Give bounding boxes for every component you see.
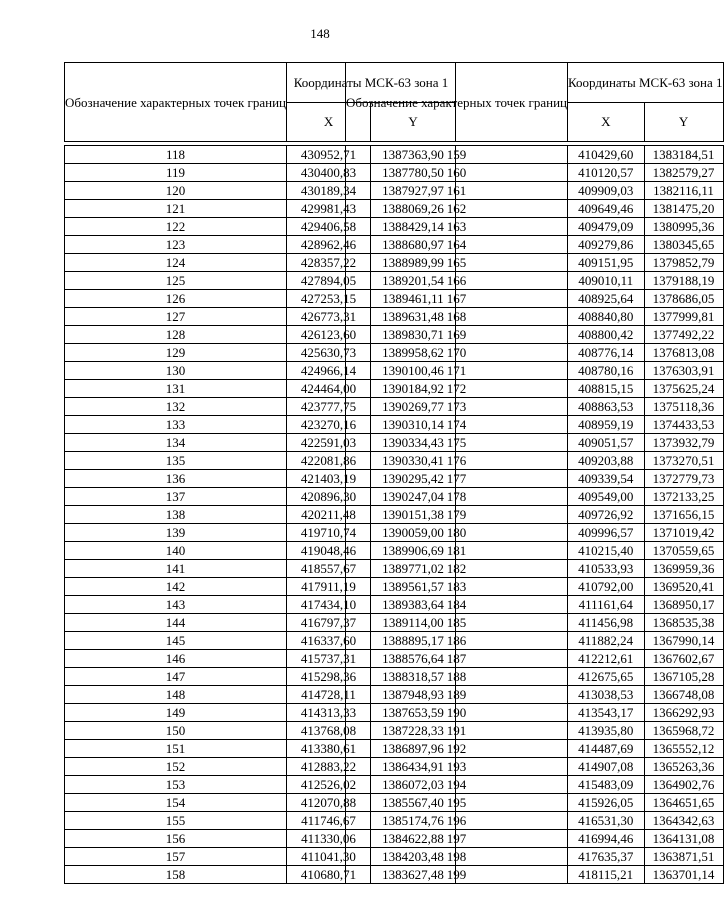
table-row (346, 848, 724, 866)
x-cell: 410533,93 (568, 560, 645, 578)
header-x: X (568, 102, 645, 142)
y-cell: 1389830,71 (371, 326, 456, 344)
y-cell: 1387948,93 (371, 686, 456, 704)
table-row (346, 398, 724, 416)
y-cell: 1389201,54 (371, 272, 456, 290)
x-cell: 410120,57 (568, 164, 645, 182)
point-id-cell: 163 (346, 218, 568, 236)
y-cell: 1372779,73 (644, 470, 723, 488)
point-id-cell: 197 (346, 830, 568, 848)
point-id-cell: 128 (65, 326, 287, 344)
y-cell: 1365968,72 (644, 722, 723, 740)
point-id-cell: 164 (346, 236, 568, 254)
y-cell: 1365552,12 (644, 740, 723, 758)
x-cell: 414907,08 (568, 758, 645, 776)
y-cell: 1370559,65 (644, 542, 723, 560)
point-id-cell: 146 (65, 650, 287, 668)
point-id-cell: 178 (346, 488, 568, 506)
point-id-cell: 169 (346, 326, 568, 344)
y-cell: 1390295,42 (371, 470, 456, 488)
x-cell: 416994,46 (568, 830, 645, 848)
point-id-cell: 119 (65, 164, 287, 182)
point-id-cell: 198 (346, 848, 568, 866)
point-id-cell: 143 (65, 596, 287, 614)
x-cell: 412212,61 (568, 650, 645, 668)
point-id-cell: 134 (65, 434, 287, 452)
x-cell: 415298,36 (287, 668, 371, 686)
x-cell: 423270,16 (287, 416, 371, 434)
point-id-cell: 155 (65, 812, 287, 830)
x-cell: 416531,30 (568, 812, 645, 830)
table-row (346, 812, 724, 830)
table-row (346, 578, 724, 596)
x-cell: 409726,92 (568, 506, 645, 524)
table-row (346, 200, 724, 218)
x-cell: 410429,60 (568, 146, 645, 164)
point-id-cell: 142 (65, 578, 287, 596)
point-id-cell: 159 (346, 146, 568, 164)
table-row (346, 686, 724, 704)
y-cell: 1375625,24 (644, 380, 723, 398)
y-cell: 1377999,81 (644, 308, 723, 326)
y-cell: 1390330,41 (371, 452, 456, 470)
x-cell: 426773,31 (287, 308, 371, 326)
header-x: X (287, 102, 371, 142)
x-cell: 411456,98 (568, 614, 645, 632)
point-id-cell: 120 (65, 182, 287, 200)
x-cell: 430400,83 (287, 164, 371, 182)
point-id-cell: 118 (65, 146, 287, 164)
y-cell: 1387653,59 (371, 704, 456, 722)
point-id-cell: 147 (65, 668, 287, 686)
x-cell: 408863,53 (568, 398, 645, 416)
point-id-cell: 175 (346, 434, 568, 452)
point-id-cell: 150 (65, 722, 287, 740)
point-id-cell: 161 (346, 182, 568, 200)
y-cell: 1386434,91 (371, 758, 456, 776)
point-id-cell: 137 (65, 488, 287, 506)
x-cell: 430189,34 (287, 182, 371, 200)
y-cell: 1374433,53 (644, 416, 723, 434)
y-cell: 1382579,27 (644, 164, 723, 182)
table-row (346, 524, 724, 542)
table-row (346, 776, 724, 794)
x-cell: 409339,54 (568, 470, 645, 488)
y-cell: 1390151,38 (371, 506, 456, 524)
table-row (346, 614, 724, 632)
x-cell: 430952,71 (287, 146, 371, 164)
x-cell: 409051,57 (568, 434, 645, 452)
x-cell: 410792,00 (568, 578, 645, 596)
point-id-cell: 189 (346, 686, 568, 704)
table-row (346, 182, 724, 200)
x-cell: 417911,19 (287, 578, 371, 596)
point-id-cell: 176 (346, 452, 568, 470)
point-id-cell: 156 (65, 830, 287, 848)
y-cell: 1367602,67 (644, 650, 723, 668)
x-cell: 409479,09 (568, 218, 645, 236)
x-cell: 408925,64 (568, 290, 645, 308)
point-id-cell: 151 (65, 740, 287, 758)
x-cell: 412070,88 (287, 794, 371, 812)
x-cell: 419710,74 (287, 524, 371, 542)
point-id-cell: 129 (65, 344, 287, 362)
point-id-cell: 125 (65, 272, 287, 290)
y-cell: 1388680,97 (371, 236, 456, 254)
table-row (346, 506, 724, 524)
header-y: Y (644, 102, 723, 142)
page-number: 148 (310, 26, 330, 41)
y-cell: 1390269,77 (371, 398, 456, 416)
x-cell: 424464,00 (287, 380, 371, 398)
y-cell: 1364651,65 (644, 794, 723, 812)
header-y: Y (371, 102, 456, 142)
point-id-cell: 130 (65, 362, 287, 380)
table-row (346, 740, 724, 758)
x-cell: 429406,58 (287, 218, 371, 236)
y-cell: 1364902,76 (644, 776, 723, 794)
y-cell: 1389631,48 (371, 308, 456, 326)
y-cell: 1389383,64 (371, 596, 456, 614)
y-cell: 1390184,92 (371, 380, 456, 398)
point-id-cell: 127 (65, 308, 287, 326)
table-row (346, 380, 724, 398)
y-cell: 1388576,64 (371, 650, 456, 668)
x-cell: 424966,14 (287, 362, 371, 380)
point-id-cell: 167 (346, 290, 568, 308)
point-id-cell: 192 (346, 740, 568, 758)
header-point-label: Обозначение характерных точек границ (346, 63, 568, 142)
x-cell: 429981,43 (287, 200, 371, 218)
point-id-cell: 171 (346, 362, 568, 380)
point-id-cell: 182 (346, 560, 568, 578)
point-id-cell: 144 (65, 614, 287, 632)
point-id-cell: 136 (65, 470, 287, 488)
table-row (346, 794, 724, 812)
y-cell: 1387927,97 (371, 182, 456, 200)
table-row (346, 632, 724, 650)
table-row (346, 344, 724, 362)
y-cell: 1386897,96 (371, 740, 456, 758)
x-cell: 409203,88 (568, 452, 645, 470)
y-cell: 1380995,36 (644, 218, 723, 236)
y-cell: 1386072,03 (371, 776, 456, 794)
y-cell: 1369520,41 (644, 578, 723, 596)
table-row (346, 146, 724, 164)
table-row (346, 362, 724, 380)
table-row (346, 542, 724, 560)
y-cell: 1390310,14 (371, 416, 456, 434)
x-cell: 408776,14 (568, 344, 645, 362)
header-point-label: Обозначение характерных точек границ (65, 63, 287, 142)
header-coords-group: Координаты МСК-63 зона 1 (287, 63, 456, 103)
x-cell: 419048,46 (287, 542, 371, 560)
y-cell: 1376813,08 (644, 344, 723, 362)
table-row (346, 254, 724, 272)
y-cell: 1368535,38 (644, 614, 723, 632)
x-cell: 408780,16 (568, 362, 645, 380)
point-id-cell: 132 (65, 398, 287, 416)
y-cell: 1387228,33 (371, 722, 456, 740)
y-cell: 1384622,88 (371, 830, 456, 848)
y-cell: 1368950,17 (644, 596, 723, 614)
x-cell: 414313,33 (287, 704, 371, 722)
point-id-cell: 153 (65, 776, 287, 794)
table-row (346, 758, 724, 776)
point-id-cell: 184 (346, 596, 568, 614)
y-cell: 1383184,51 (644, 146, 723, 164)
y-cell: 1390334,43 (371, 434, 456, 452)
x-cell: 413380,61 (287, 740, 371, 758)
point-id-cell: 158 (65, 866, 287, 884)
y-cell: 1390059,00 (371, 524, 456, 542)
x-cell: 409549,00 (568, 488, 645, 506)
y-cell: 1389906,69 (371, 542, 456, 560)
x-cell: 408815,15 (568, 380, 645, 398)
table-row (346, 308, 724, 326)
y-cell: 1366292,93 (644, 704, 723, 722)
table-row (346, 668, 724, 686)
y-cell: 1388318,57 (371, 668, 456, 686)
y-cell: 1377492,22 (644, 326, 723, 344)
y-cell: 1385174,76 (371, 812, 456, 830)
table-row (346, 488, 724, 506)
x-cell: 413768,08 (287, 722, 371, 740)
x-cell: 411882,24 (568, 632, 645, 650)
y-cell: 1382116,11 (644, 182, 723, 200)
point-id-cell: 152 (65, 758, 287, 776)
y-cell: 1366748,08 (644, 686, 723, 704)
x-cell: 409151,95 (568, 254, 645, 272)
x-cell: 421403,19 (287, 470, 371, 488)
table-row (346, 560, 724, 578)
x-cell: 411746,67 (287, 812, 371, 830)
y-cell: 1369959,36 (644, 560, 723, 578)
x-cell: 420896,30 (287, 488, 371, 506)
x-cell: 413543,17 (568, 704, 645, 722)
point-id-cell: 194 (346, 776, 568, 794)
y-cell: 1371656,15 (644, 506, 723, 524)
y-cell: 1364342,63 (644, 812, 723, 830)
x-cell: 423777,75 (287, 398, 371, 416)
y-cell: 1380345,65 (644, 236, 723, 254)
x-cell: 426123,60 (287, 326, 371, 344)
x-cell: 415926,05 (568, 794, 645, 812)
y-cell: 1387780,50 (371, 164, 456, 182)
point-id-cell: 135 (65, 452, 287, 470)
point-id-cell: 199 (346, 866, 568, 884)
y-cell: 1363871,51 (644, 848, 723, 866)
y-cell: 1367990,14 (644, 632, 723, 650)
point-id-cell: 190 (346, 704, 568, 722)
table-row (346, 326, 724, 344)
x-cell: 414728,11 (287, 686, 371, 704)
y-cell: 1365263,36 (644, 758, 723, 776)
point-id-cell: 187 (346, 650, 568, 668)
point-id-cell: 157 (65, 848, 287, 866)
y-cell: 1379188,19 (644, 272, 723, 290)
y-cell: 1384203,48 (371, 848, 456, 866)
y-cell: 1379852,79 (644, 254, 723, 272)
point-id-cell: 191 (346, 722, 568, 740)
y-cell: 1385567,40 (371, 794, 456, 812)
x-cell: 412675,65 (568, 668, 645, 686)
x-cell: 418557,67 (287, 560, 371, 578)
y-cell: 1363701,14 (644, 866, 723, 884)
point-id-cell: 139 (65, 524, 287, 542)
x-cell: 428962,46 (287, 236, 371, 254)
x-cell: 413038,53 (568, 686, 645, 704)
y-cell: 1388895,17 (371, 632, 456, 650)
x-cell: 427894,05 (287, 272, 371, 290)
x-cell: 410680,71 (287, 866, 371, 884)
x-cell: 409649,46 (568, 200, 645, 218)
y-cell: 1372133,25 (644, 488, 723, 506)
y-cell: 1375118,36 (644, 398, 723, 416)
point-id-cell: 121 (65, 200, 287, 218)
coordinates-table-right (345, 62, 724, 884)
x-cell: 428357,22 (287, 254, 371, 272)
y-cell: 1373932,79 (644, 434, 723, 452)
point-id-cell: 141 (65, 560, 287, 578)
header-coords-group: Координаты МСК-63 зона 1 (568, 63, 724, 103)
table-row (346, 164, 724, 182)
table-row (346, 416, 724, 434)
y-cell: 1388069,26 (371, 200, 456, 218)
x-cell: 408840,80 (568, 308, 645, 326)
x-cell: 409996,57 (568, 524, 645, 542)
point-id-cell: 193 (346, 758, 568, 776)
point-id-cell: 179 (346, 506, 568, 524)
x-cell: 422081,86 (287, 452, 371, 470)
x-cell: 415483,09 (568, 776, 645, 794)
point-id-cell: 160 (346, 164, 568, 182)
table-row (346, 830, 724, 848)
point-id-cell: 166 (346, 272, 568, 290)
y-cell: 1383627,48 (371, 866, 456, 884)
x-cell: 409010,11 (568, 272, 645, 290)
x-cell: 425630,73 (287, 344, 371, 362)
point-id-cell: 148 (65, 686, 287, 704)
point-id-cell: 133 (65, 416, 287, 434)
point-id-cell: 123 (65, 236, 287, 254)
point-id-cell: 138 (65, 506, 287, 524)
x-cell: 415737,31 (287, 650, 371, 668)
x-cell: 422591,03 (287, 434, 371, 452)
point-id-cell: 173 (346, 398, 568, 416)
y-cell: 1371019,42 (644, 524, 723, 542)
point-id-cell: 183 (346, 578, 568, 596)
point-id-cell: 177 (346, 470, 568, 488)
x-cell: 427253,15 (287, 290, 371, 308)
x-cell: 409279,86 (568, 236, 645, 254)
point-id-cell: 172 (346, 380, 568, 398)
y-cell: 1373270,51 (644, 452, 723, 470)
x-cell: 418115,21 (568, 866, 645, 884)
point-id-cell: 185 (346, 614, 568, 632)
point-id-cell: 180 (346, 524, 568, 542)
table-row (346, 452, 724, 470)
x-cell: 416337,60 (287, 632, 371, 650)
point-id-cell: 154 (65, 794, 287, 812)
point-id-cell: 188 (346, 668, 568, 686)
x-cell: 417434,10 (287, 596, 371, 614)
point-id-cell: 149 (65, 704, 287, 722)
x-cell: 411330,06 (287, 830, 371, 848)
point-id-cell: 162 (346, 200, 568, 218)
x-cell: 414487,69 (568, 740, 645, 758)
table-row (346, 596, 724, 614)
point-id-cell: 170 (346, 344, 568, 362)
table-body-right (346, 146, 724, 884)
table-row (346, 434, 724, 452)
point-id-cell: 165 (346, 254, 568, 272)
y-cell: 1389958,62 (371, 344, 456, 362)
y-cell: 1388989,99 (371, 254, 456, 272)
y-cell: 1389461,11 (371, 290, 456, 308)
x-cell: 420211,48 (287, 506, 371, 524)
x-cell: 416797,37 (287, 614, 371, 632)
table-row (346, 272, 724, 290)
x-cell: 417635,37 (568, 848, 645, 866)
point-id-cell: 174 (346, 416, 568, 434)
y-cell: 1378686,05 (644, 290, 723, 308)
y-cell: 1390100,46 (371, 362, 456, 380)
y-cell: 1367105,28 (644, 668, 723, 686)
y-cell: 1389114,00 (371, 614, 456, 632)
table-row (346, 650, 724, 668)
y-cell: 1389771,02 (371, 560, 456, 578)
table-row (346, 218, 724, 236)
table-row (346, 704, 724, 722)
point-id-cell: 131 (65, 380, 287, 398)
x-cell: 411041,30 (287, 848, 371, 866)
x-cell: 412883,22 (287, 758, 371, 776)
table-row (346, 470, 724, 488)
point-id-cell: 168 (346, 308, 568, 326)
y-cell: 1389561,57 (371, 578, 456, 596)
x-cell: 411161,64 (568, 596, 645, 614)
y-cell: 1364131,08 (644, 830, 723, 848)
y-cell: 1381475,20 (644, 200, 723, 218)
y-cell: 1387363,90 (371, 146, 456, 164)
point-id-cell: 181 (346, 542, 568, 560)
x-cell: 409909,03 (568, 182, 645, 200)
point-id-cell: 122 (65, 218, 287, 236)
point-id-cell: 186 (346, 632, 568, 650)
table-row (346, 236, 724, 254)
point-id-cell: 145 (65, 632, 287, 650)
point-id-cell: 195 (346, 794, 568, 812)
x-cell: 410215,40 (568, 542, 645, 560)
table-row (346, 866, 724, 884)
point-id-cell: 126 (65, 290, 287, 308)
x-cell: 412526,02 (287, 776, 371, 794)
table-row (346, 290, 724, 308)
x-cell: 408800,42 (568, 326, 645, 344)
y-cell: 1376303,91 (644, 362, 723, 380)
x-cell: 413935,80 (568, 722, 645, 740)
point-id-cell: 124 (65, 254, 287, 272)
y-cell: 1390247,04 (371, 488, 456, 506)
point-id-cell: 140 (65, 542, 287, 560)
y-cell: 1388429,14 (371, 218, 456, 236)
table-row (346, 722, 724, 740)
x-cell: 408959,19 (568, 416, 645, 434)
point-id-cell: 196 (346, 812, 568, 830)
